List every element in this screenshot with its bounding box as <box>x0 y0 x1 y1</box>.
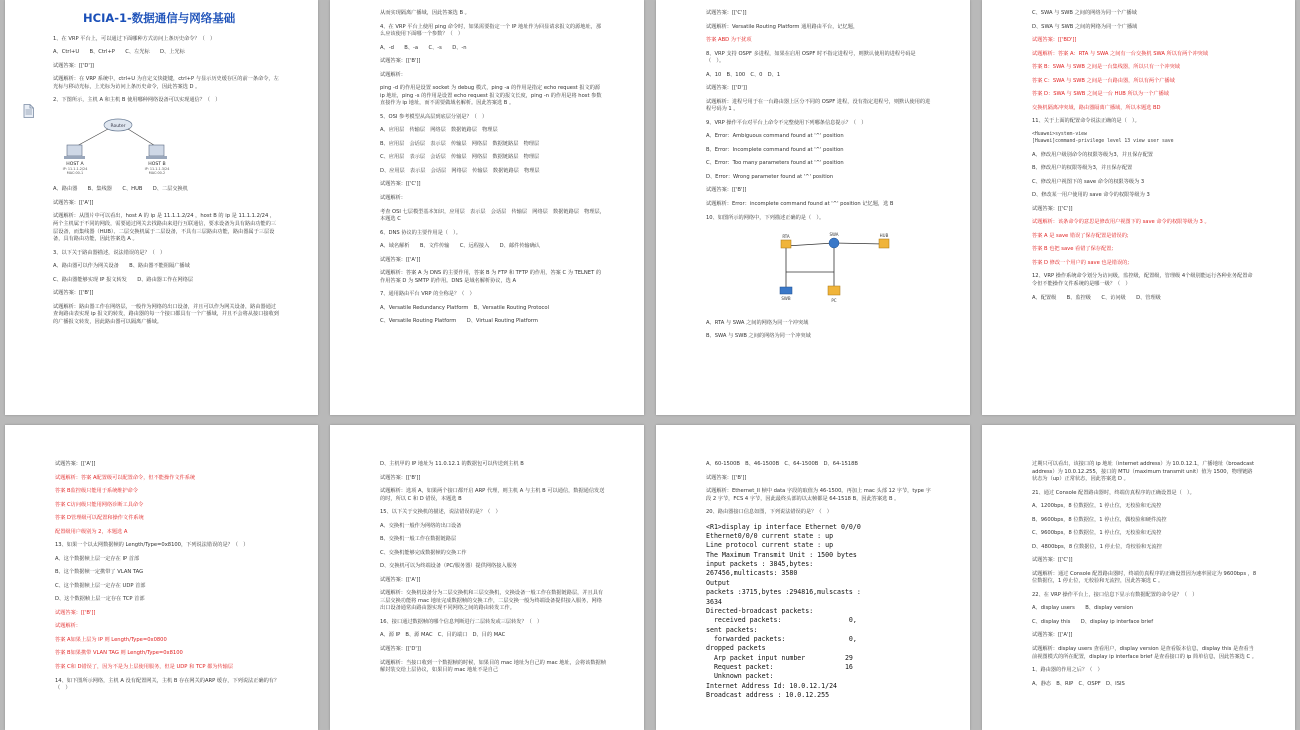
question-text: 7、通用路由平台 VRP 的全称是？（ ） <box>380 291 475 298</box>
question-text: B、Error：Incomplete command found at '^' position <box>706 146 844 153</box>
question-text: 试题答案：[['D']] <box>706 85 747 92</box>
question-text: 试题解析：Ethernet_II 帧中 data 字段的取值为 46-1500。再加上 mac 头部 12 字节，type 字段 2 字节，FCS 4 字节，因此最终头部的以太帧都是 64-1518 B，因此答案选 B 。 <box>706 488 931 502</box>
question-text: 过期只可以看出，该接口的 ip 地址（internet address）为 10.0.12.1，广播地址（broadcast address）为 10.0.12.255，接口的 MTU（maximum transmit unit）值为 1500，物理链路状态为（up）正常状态，因此答案选 D 。 <box>1032 461 1256 483</box>
question-text: 试题答案：[['B']] <box>380 58 421 65</box>
hub-label: HUB <box>879 233 889 239</box>
document-page-4 <box>982 0 1295 415</box>
question-text: A、这个数据帧上层一定存在 IP 首部 <box>55 555 140 562</box>
host-a-ip: IP: 11.1.1.2/24 <box>62 166 88 171</box>
question-text: ping -d 的作用是设置 socket 为 debug 模式，ping -a 的作用是指定 echo request 报文的源 ip 地址，ping -s 的作用是设置 echo request 报文的报文长度，ping -n 的作用是将 host 参数直接作为 ip 地址，而不需要做域名解析。因此答案选 B 。 <box>380 85 602 107</box>
question-text: 试题解析：Error：incomplete command found at '^' position 记忆题，选 B <box>706 200 894 207</box>
answer-explanation: 交换机隔离冲突域，路由器隔离广播域，所以本题选 BD <box>1032 104 1161 111</box>
question-text: 9、VRP 操作平台对平台上命令不完整使用下列哪条信息提示？（ ） <box>706 119 867 126</box>
question-text: C、display this D、display ip interface brief <box>1032 618 1154 625</box>
host-b-ip: IP: 11.1.1.3/24 <box>144 166 170 171</box>
question-text: D、交换机可以为终端设备（PC/服务器）提供网络接入服务 <box>380 563 517 570</box>
terminal-output: <R1>display ip interface Ethernet 0/0/0 Ethernet0/0/0 current state : up Line protocol current state : up The Maximum Transmit Unit : 1500 bytes input packets : 3845,bytes: 267456,multicasts: 3580 Output packets :3715,bytes :294816,mulscasts : 3634 Directed-broadcast packets: received packets: 0, sent packets: forwarded packets: 0, dropped packets Arp packet input number 29 Request packet: 16 Unknown packet: Internet Address Id: 10.0.12.1/24 Broadcast address : 10.0.12.255 <box>706 522 861 700</box>
question-text: D、SWA 与 SWB 之间的网络为同一个广播域 <box>1032 23 1138 30</box>
question-text: A、路由器 B、集线器 C、HUB D、二层交换机 <box>53 186 188 193</box>
code-block: <Huawei>system-view [Huawei]command-privilege level 13 view user save <box>1032 131 1174 144</box>
question-text: A、配置级 B、监控级 C、访问级 D、管理级 <box>1032 294 1161 301</box>
host-b-mac: MAC:00-2 <box>148 170 166 175</box>
question-text: 试题答案：[['C']] <box>380 181 421 188</box>
answer-explanation: 答案 A 是 save 错误了保存配置是错误的; <box>1032 232 1129 239</box>
question-text: 5、OSI 参考模型从高层到底层分别是？（ ） <box>380 113 488 120</box>
document-page-3 <box>656 0 970 415</box>
question-text: B、应用层 会话层 表示层 传输层 网络层 数据链路层 物理层 <box>380 140 540 147</box>
question-text: B、这个数据帧一定携带了 VLAN TAG <box>55 569 144 576</box>
question-text: 试题解析：进程号用于在一台路由器上区分不同的 OSPF 进程，没有指定进程号，则默认使用的进程号码为 1 。 <box>706 98 931 113</box>
question-text: 试题答案：[['D']] <box>53 62 94 69</box>
answer-explanation: 试题解析：答案 A配置级可以配置命令，但不能操作文件系统 <box>55 474 196 481</box>
answer-explanation: 答案 B如果携带 VLAN TAG 则 Length/Type=0x8100 <box>55 650 183 657</box>
question-text: 8、VRP 支持 OSPF 多进程，如果在启用 OSPF 时不指定进程号，则默认使用的进程号码是（ ）。 <box>706 50 916 65</box>
question-text: A、域名解析 B、文件传输 C、远程接入 D、邮件传输确认 <box>380 243 540 250</box>
question-text: D、Error：Wrong parameter found at '^' position <box>706 173 834 180</box>
question-text: 试题答案：[['C']] <box>1032 557 1073 564</box>
question-text: 1、在 VRP 平台上，可以通过下面哪种方式访问上条历史命令？（ ） <box>53 35 216 42</box>
question-text: A、60-1500B B、46-1500B C、64-1500B D、64-1518B <box>706 461 858 467</box>
question-text: 考查 OSI 七层模型基本知识，应用层 表示层 会话层 传输层 网络层 数据链路层 物理层，本题选 C <box>380 208 605 223</box>
question-text: B、修改用户的权限等级为3，并且保存配置 <box>1032 165 1133 172</box>
question-text: 14、如下图所示网络，主机 A 没有配置网关，主机 B 存在网关的ARP 缓存，下列说法正确的有？（ ） <box>55 677 280 692</box>
question-text: 22、在 VRP 操作平台上，接口信息下显示有数据配置的命令是？（ ） <box>1032 591 1198 598</box>
question-text: 4、在 VRP 平台上使用 ping 命令时，如果需要指定一个 IP 地址作为回显请求报文的源地址，那么应该使用下面哪一个参数？（ ） <box>380 23 602 38</box>
question-text: C、路由器能够实现 IP 报文转发 D、路由器工作在网络层 <box>53 276 194 283</box>
question-text: 试题解析：路由器工作在网络层，一般作为网络的出口设备，并且可以作为网关设备，路由器通过查询路由表实现 ip 报文的转发，路由器的每一个接口都具有一个广播域，并且不会将从接口接收到的广播报文转发，因此路由器可以隔离广播域。 <box>53 303 279 325</box>
question-text: 试题解析： <box>380 71 406 78</box>
question-text: 10、如图所示的网络中，下列描述正确的是（ ）。 <box>706 214 825 221</box>
answer-explanation: 试题解析：该条命令的意思是修改用户视图下的 save 命令的权限等级为 3 。 <box>1032 219 1210 226</box>
question-text: 试题答案：[['A']] <box>1032 632 1073 639</box>
question-text: 试题解析：当接口收到一个数据帧的时候，如果目的 mac 地址为自己的 mac 地址，会将该数据帧解封装交给上层协议，如果目的 mac 地址不是自己 <box>380 659 606 674</box>
question-text: 试题解析：从图片中可以看出，host A 的 ip 是 11.1.1.2/24 ，host B 的 ip 是 11.1.1.2/24 ，两个主机属于不同的网段，需要通过网关去找路由来进行互联通信，要求设备为具有路由功能的三层设备，而集线器（HUB）、二层交换机属于二层设备，不具有三层路由功能，路由器属于三层设备，具有路由功能，因此答案选 A 。 <box>53 213 277 243</box>
question-text: 16、接口通过数据帧的哪个信息判断进行二层转发或三层转发？（ ） <box>380 618 543 625</box>
answer-explanation: 答案 D：SWA 与 SWB 之间是一台 HUB 所以为一个广播域 <box>1032 91 1169 98</box>
question-text: C、应用层 表示层 会话层 传输层 网络层 数据链路层 物理层 <box>380 154 540 161</box>
question-text: 试题解析：display users 查看用户，display version 是查看版本信息，display this 是查看当前视图模式的所在配置，display ip interface brief 是查看接口的 ip 简单信息，因此答案选 C 。 <box>1032 645 1257 660</box>
question-text: 试题解析：答案 A 为 DNS 的主要作用，答案 B 为 FTP 和 TFTP 的作用，答案 C 为 TELNET 的作用答案 D 为 SMTP 的作用。DNS 是域名解析协议，选 A <box>380 270 602 284</box>
question-text: A、-d B、-a C、-s D、-n <box>380 44 467 51</box>
question-text: 11、关于上面的配置命令说法正确的是（ ）。 <box>1032 118 1140 125</box>
answer-explanation: 试题解析： <box>55 623 81 630</box>
question-text: 试题答案：[['B']] <box>380 474 421 481</box>
answer-explanation: 试题解析：答案 A：RTA 与 SWA 之间有一台交换机 SWA 所以有两个冲突域 <box>1032 50 1209 57</box>
answer-explanation: 答案 A如果上层为 IP 则 Length/Type=0x0800 <box>55 636 167 643</box>
question-text: C、修改用户视图下的 save 命令的权限等级为 3 <box>1032 178 1145 185</box>
pc-label: PC <box>831 298 837 304</box>
answer-explanation: 试题答案：[['BD']] <box>1032 37 1077 44</box>
document-page-8 <box>982 425 1295 730</box>
answer-explanation: 答案 ABD 为干扰项 <box>706 37 752 44</box>
question-text: A、display users B、display version <box>1032 605 1134 612</box>
question-text: 试题答案：[['C']] <box>1032 205 1073 212</box>
document-icon[interactable] <box>23 104 34 118</box>
question-text: A、Error：Ambiguous command found at '^' position <box>706 133 844 140</box>
host-b-label: HOST B <box>148 161 166 167</box>
question-text: D、应用层 表示层 会话层 网络层 传输层 数据链路层 物理层 <box>380 167 540 174</box>
page-title: HCIA-1-数据通信与网络基础 <box>83 11 236 25</box>
question-text: 3、以下关于路由器描述，说法错误的是？（ ） <box>53 249 166 256</box>
host-a-label: HOST A <box>66 161 84 167</box>
question-text: A、Versatile Redundancy Platform B、Versatile Routing Protocol <box>380 304 549 311</box>
swb-label: SWB <box>781 296 791 302</box>
answer-explanation: 答案 B：SWA 与 SWB 之间是一台集线器，所以只有一个冲突域 <box>1032 64 1180 71</box>
question-text: A、Ctrl+U B、Ctrl+P C、左光标 D、上光标 <box>53 49 185 56</box>
question-text: A、源 IP B、源 MAC C、目的端口 D、目的 MAC <box>380 632 506 639</box>
question-text: 试题解析：Versatile Routing Platform 通用路由平台，记忆题， <box>706 23 859 30</box>
answer-explanation: 答案 B 也把 save 看错了保存配置; <box>1032 246 1114 253</box>
document-page-6 <box>330 425 644 730</box>
answer-explanation: 答案 D 修改一个用户的 save 也是错误的; <box>1032 259 1130 266</box>
document-page-5 <box>5 425 318 730</box>
question-text: A、应用层 传输层 网络层 数据链路层 物理层 <box>380 127 498 134</box>
question-text: 试题答案：[['B']] <box>53 290 94 297</box>
page-content <box>1032 10 1257 302</box>
question-text: C、这个数据帧上层一定存在 UDP 首部 <box>55 582 146 589</box>
question-text: 12、VRP 操作系统命令划分为访问级，监控级，配置级，管理级 4个级别能运行各种业务配置命令但不能操作文件系统的是哪一级？（ ） <box>1032 273 1253 287</box>
question-text: A、交换机一般作为网络的出口设备 <box>380 522 462 529</box>
answer-explanation: 答案 C访问级只能用网络诊断工具命令 <box>55 501 144 508</box>
answer-explanation: 配置级用户级别为 2，本题选 A <box>55 528 128 535</box>
question-text: 试题答案：[['B']] <box>706 187 747 194</box>
answer-explanation: 试题答案：[['B']] <box>55 609 96 616</box>
page-content <box>53 36 280 327</box>
document-page-1 <box>5 0 318 415</box>
question-text: 试题答案：[['A']] <box>55 461 96 467</box>
question-text: C、Versatile Routing Platform D、Virtual Routing Platform <box>380 318 538 325</box>
question-text: 试题答案：[['A']] <box>380 256 421 263</box>
question-text: D、主机甲的 IP 地址为 11.0.12.1 的数据包可以传送到主机 B <box>380 461 524 467</box>
page-content <box>55 461 280 693</box>
question-text: A、10 B、100 C、0 D、1 <box>706 71 781 78</box>
question-text: D、修改某一用户使用的 save 命令的权限等级为 3 <box>1032 192 1150 199</box>
question-text: 21、通过 Console 配置路由器时，终端仿真程序的正确设置是（ ）。 <box>1032 489 1195 496</box>
question-text: 试题解析： <box>380 194 406 201</box>
document-page-2 <box>330 0 644 415</box>
document-page-7 <box>656 425 970 730</box>
swa-label: SWA <box>829 232 839 238</box>
answer-explanation: 答案 C和 D错误了，因为不是为上层使用服务，但是 UDP 和 TCP 都为传输层 <box>55 663 234 670</box>
answer-explanation: 答案 B监控级只能用于系统维护命令 <box>55 488 139 495</box>
router-label: Router <box>110 123 126 129</box>
question-text: 试题解析：选项 A，如果两个接口都开启 ARP 代理，则主机 A 与主机 B 可以通信，数据通信发送的时，所以 C 和 D 错误，本题选 B <box>380 488 605 502</box>
question-text: B、交换机一般工作在数据链路层 <box>380 536 457 543</box>
question-text: C、Error：Too many parameters found at '^' position <box>706 160 844 167</box>
network-topology-hosts <box>53 115 183 177</box>
question-text: C、SWA 与 SWB 之间的网络为同一个广播域 <box>1032 10 1137 16</box>
page-content <box>380 10 606 326</box>
question-text: 从而实现隔离广播域，因此答案选 B 。 <box>380 10 470 16</box>
question-text: 6、DNS 协议的主要作用是（ ）。 <box>380 229 461 236</box>
question-text: D、4800bps，8 位数据位，1 停止位，奇校验和无流控 <box>1032 543 1162 550</box>
question-text: B、9600bps，8 位数据位，1 停止位，偶校验和硬件流控 <box>1032 516 1167 523</box>
page-content <box>706 10 932 341</box>
question-text: 试题解析：在 VRP 系统中，ctrl+U 为自定义快捷键，ctrl+P 与显示历史缓存区的前一条命令，左光标与移动光标，上光标为访问上条历史命令，因此答案选 D 。 <box>53 76 279 90</box>
question-text: C、9600bps，8 位数据位，1 停止位，无校验和无流控 <box>1032 530 1162 537</box>
question-text: D、这个数据帧上层一定存在 TCP 首部 <box>55 596 145 603</box>
question-text: 13、如果一个以太网数据帧的 Length/Type=0x8100，下列说法错误的是？（ ） <box>55 542 249 549</box>
network-topology-collision <box>756 232 956 310</box>
question-text: A、RTA 与 SWA 之间的网络为同一个冲突域 <box>706 319 809 326</box>
page-content <box>706 461 932 700</box>
page-content <box>380 461 606 675</box>
question-text: C、交换机能够完成数据帧的交换工作 <box>380 549 467 556</box>
rta-label: RTA <box>782 234 790 240</box>
question-text: B、SWA 与 SWB 之间的网络为同一个冲突域 <box>706 333 811 340</box>
question-text: 试题答案：[['B']] <box>706 474 747 481</box>
question-text: 1、路由器的作用之后？（ ） <box>1032 667 1103 674</box>
question-text: 试题答案：[['C']] <box>706 10 747 16</box>
answer-explanation: 答案 C：SWA 与 SWB 之间是一台路由器，所以有两个广播域 <box>1032 77 1175 84</box>
question-text: 试题答案：[['D']] <box>380 645 421 652</box>
question-text: 试题解析：交换机设备分为二层交换机和三层交换机，交换设备一般工作在数据链路层，并且具有三层交换功能将 mac 地址完成数据帧的交换工作，二层交换一般为终端设备提供接入服务，网络出口设备通常由路由器实现不同网络之间的路由转发工作。 <box>380 590 604 612</box>
question-text: 20、路由器接口信息如图，下列说法错误的是？（ ） <box>706 509 832 516</box>
question-text: 2、下图所示，主机 A 和主机 B 使用哪种网络设备可以实现通信？（ ） <box>53 97 221 104</box>
question-text: 15、以下关于交换机的描述，说法错误的是？（ ） <box>380 509 501 516</box>
question-text: A、修改用户级别命令的权限等级为3，并且保存配置 <box>1032 151 1153 158</box>
question-text: 试题答案：[['A']] <box>380 576 421 583</box>
page-content <box>1032 461 1257 688</box>
question-text: 试题解析：通过 Console 配置路由器时，终端仿真程序的正确设置因为速率固定为 9600bps ，8 位数据位，1 停止位，无校验和无流控，因此答案选 C 。 <box>1032 570 1258 585</box>
question-text: A、1200bps，8 位数据位，1 停止位，无校验和无流控 <box>1032 503 1162 510</box>
question-text: 试题答案：[['A']] <box>53 199 94 206</box>
answer-explanation: 答案 D管理级可以配置和操作文件系统 <box>55 515 144 522</box>
question-text: A、静态 B、RIP C、OSPF D、ISIS <box>1032 680 1125 687</box>
host-a-mac: MAC:00-1 <box>66 170 84 175</box>
question-text: A、路由器可以作为网关设备 B、路由器不能阻隔广播域 <box>53 263 190 270</box>
